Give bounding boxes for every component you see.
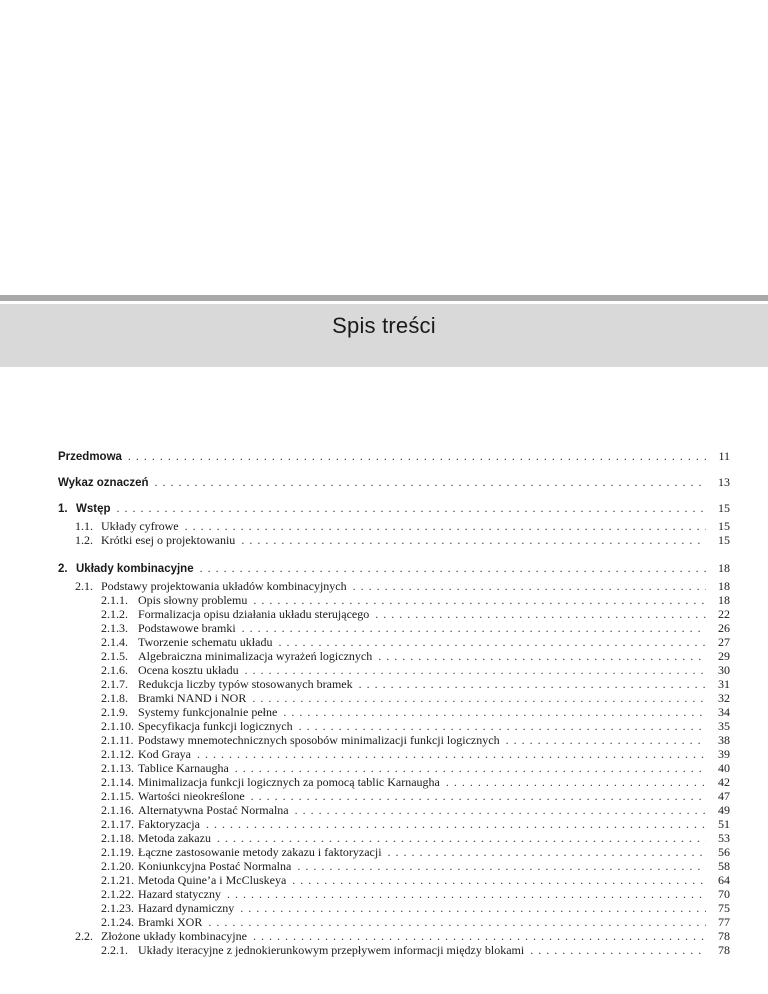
toc-entry-number: 2.1.16. <box>101 803 134 817</box>
toc-leader-dots <box>128 448 706 464</box>
toc-entry-title: Kod Graya <box>138 747 191 761</box>
toc-entry-title: Układy kombinacyjne <box>76 563 194 575</box>
toc-entry-title: Układy iteracyjne z jednokierunkowym przepływem informacji między blokami <box>138 943 525 957</box>
toc-entry-title: Układy cyfrowe <box>101 519 179 533</box>
toc-entry-page: 29 <box>718 649 730 663</box>
toc-entry-title: Tablice Karnaugha <box>138 761 229 775</box>
toc-entry-title: Metoda Quine’a i McCluskeya <box>138 873 287 887</box>
toc-entry-page: 75 <box>718 901 730 915</box>
toc-leader-dots <box>530 942 706 958</box>
toc-entry-title: Ocena kosztu układu <box>138 663 239 677</box>
toc-entry-page: 11 <box>718 449 730 463</box>
toc-entry-number: 2.1.14. <box>101 775 134 789</box>
toc-entry-page: 56 <box>718 845 730 859</box>
toc-entry-page: 15 <box>718 519 730 533</box>
toc-entry-number: 2.1.7. <box>101 677 128 691</box>
toc-entry-page: 47 <box>718 789 730 803</box>
toc-entry-title: Formalizacja opisu działania układu sterującego <box>138 607 370 621</box>
toc-entry-page: 18 <box>718 579 730 593</box>
toc-entry-page: 49 <box>718 803 730 817</box>
toc-entry-number: 2.1.3. <box>101 621 128 635</box>
toc-entry-number: 2.2. <box>75 929 93 943</box>
toc-entry-number: 2.1.9. <box>101 705 128 719</box>
toc-entry-page: 18 <box>718 561 730 575</box>
toc-entry-number: 2.1. <box>75 579 93 593</box>
toc-entry-title: Przedmowa <box>58 451 122 463</box>
toc-entry-title: Metoda zakazu <box>138 831 211 845</box>
toc-entry-page: 31 <box>718 677 730 691</box>
toc-entry-number: 2.1.12. <box>101 747 134 761</box>
toc-entry-page: 34 <box>718 705 730 719</box>
toc-entry-title: Koniunkcyjna Postać Normalna <box>138 859 292 873</box>
toc-entry-page: 40 <box>718 761 730 775</box>
toc-entry-page: 42 <box>718 775 730 789</box>
toc-entry-number: 2.1.13. <box>101 761 134 775</box>
toc-entry-number: 1.2. <box>75 533 93 547</box>
toc-entry-page: 18 <box>718 593 730 607</box>
toc-chapter-entry[interactable] <box>58 448 730 464</box>
toc-entry-title: Alternatywna Postać Normalna <box>138 803 289 817</box>
toc-leader-dots <box>117 500 707 516</box>
toc-entry-number: 2.1.10. <box>101 719 134 733</box>
toc-entry-title: Podstawy projektowania układów kombinacyjnych <box>101 579 347 593</box>
toc-entry-title: Tworzenie schematu układu <box>138 635 273 649</box>
toc-entry-number: 2.1.1. <box>101 593 128 607</box>
toc-entry-title: Minimalizacja funkcji logicznych za pomocą tablic Karnaugha <box>138 775 440 789</box>
toc-entry-title: Wstęp <box>76 503 111 515</box>
toc-entry-number: 2.2.1. <box>101 943 128 957</box>
toc-entry-page: 26 <box>718 621 730 635</box>
toc-entry-page: 13 <box>718 475 730 489</box>
toc-entry-page: 64 <box>718 873 730 887</box>
toc-entry-number: 2.1.18. <box>101 831 134 845</box>
toc-entry-title: Podstawy mnemotechnicznych sposobów minimalizacji funkcji logicznych <box>138 733 500 747</box>
toc-entry-page: 78 <box>718 943 730 957</box>
toc-entry-page: 39 <box>718 747 730 761</box>
toc-entry-title: Wykaz oznaczeń <box>58 477 149 489</box>
toc-entry-page: 51 <box>718 817 730 831</box>
toc-entry-title: Łączne zastosowanie metody zakazu i faktoryzacji <box>138 845 382 859</box>
toc-entry-title: Algebraiczna minimalizacja wyrażeń logicznych <box>138 649 373 663</box>
toc-entry-title: Złożone układy kombinacyjne <box>101 929 247 943</box>
toc-chapter-entry[interactable] <box>58 474 730 490</box>
toc-entry-number: 2.1.17. <box>101 817 134 831</box>
toc-entry-number: 2.1.24. <box>101 915 134 929</box>
toc-entry-page: 38 <box>718 733 730 747</box>
toc-entry-title: Krótki esej o projektowaniu <box>101 533 236 547</box>
toc-entry-title: Faktoryzacja <box>138 817 200 831</box>
toc-entry-page: 32 <box>718 691 730 705</box>
toc-entry-number: 1.1. <box>75 519 93 533</box>
toc-entry-number: 2.1.15. <box>101 789 134 803</box>
toc-entry-title: Bramki XOR <box>138 915 203 929</box>
toc-chapter-entry[interactable] <box>58 500 730 516</box>
toc-entry-number: 2.1.6. <box>101 663 128 677</box>
toc-entry-title: Specyfikacja funkcji logicznych <box>138 719 293 733</box>
toc-entry-number: 2. <box>58 563 68 575</box>
toc-entry-page: 15 <box>718 501 730 515</box>
toc-entry-number: 2.1.5. <box>101 649 128 663</box>
toc-entry-title: Podstawowe bramki <box>138 621 236 635</box>
toc-entry-number: 2.1.4. <box>101 635 128 649</box>
toc-entry-page: 53 <box>718 831 730 845</box>
toc-entry-number: 2.1.2. <box>101 607 128 621</box>
toc-entry-title: Systemy funkcjonalnie pełne <box>138 705 278 719</box>
toc-entry[interactable] <box>58 942 730 958</box>
toc-leader-dots <box>241 532 706 548</box>
toc-entry-number: 2.1.20. <box>101 859 134 873</box>
toc-entry-number: 1. <box>58 503 68 515</box>
toc-entry-page: 70 <box>718 887 730 901</box>
toc-entry-title: Bramki NAND i NOR <box>138 691 247 705</box>
toc-entry-title: Hazard statyczny <box>138 887 221 901</box>
toc-entry-page: 78 <box>718 929 730 943</box>
toc-entry-page: 15 <box>718 533 730 547</box>
toc-entry-title: Redukcja liczby typów stosowanych bramek <box>138 677 353 691</box>
toc-entry-number: 2.1.23. <box>101 901 134 915</box>
toc-entry-number: 2.1.21. <box>101 873 134 887</box>
toc-entry-page: 22 <box>718 607 730 621</box>
toc-entry-number: 2.1.22. <box>101 887 134 901</box>
toc-leader-dots <box>155 474 706 490</box>
toc-entry-title: Hazard dynamiczny <box>138 901 235 915</box>
toc-entry-title: Opis słowny problemu <box>138 593 248 607</box>
toc-leader-dots <box>200 560 706 576</box>
toc-entry-page: 58 <box>718 859 730 873</box>
toc-entry-number: 2.1.19. <box>101 845 134 859</box>
toc-entry-page: 30 <box>718 663 730 677</box>
page-title: Spis treści <box>332 313 436 338</box>
toc-entry-page: 35 <box>718 719 730 733</box>
toc-entry-number: 2.1.8. <box>101 691 128 705</box>
toc-entry-page: 77 <box>718 915 730 929</box>
toc-entry-title: Wartości nieokreślone <box>138 789 245 803</box>
toc-entry[interactable] <box>58 532 730 548</box>
toc-entry-page: 27 <box>718 635 730 649</box>
header-top-rule <box>0 295 768 301</box>
toc-entry-number: 2.1.11. <box>101 733 134 747</box>
toc-chapter-entry[interactable] <box>58 560 730 576</box>
